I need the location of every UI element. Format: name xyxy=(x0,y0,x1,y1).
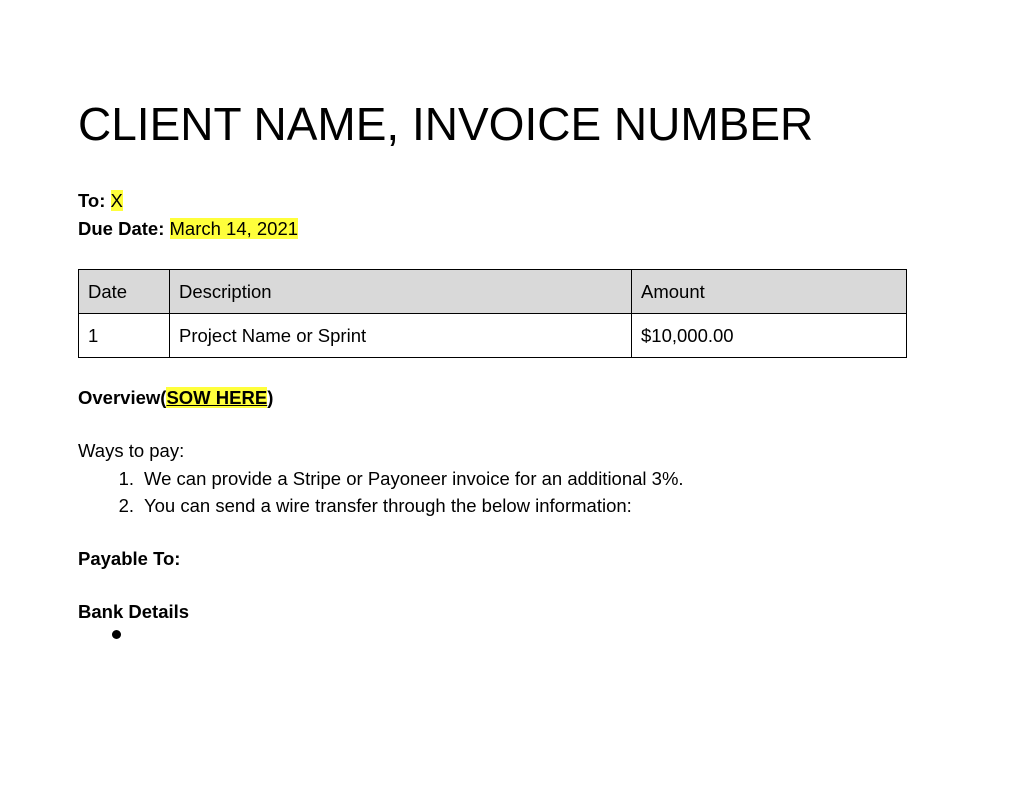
list-item-text: You can send a wire transfer through the below information: xyxy=(144,495,632,516)
overview-label: Overview xyxy=(78,387,161,408)
sow-link[interactable]: SOW HERE xyxy=(166,387,268,408)
header-description: Description xyxy=(170,270,632,314)
cell-description: Project Name or Sprint xyxy=(170,314,632,358)
list-item-number: 1. xyxy=(118,468,134,489)
list-item xyxy=(78,465,684,492)
list-item-number: 2. xyxy=(118,495,134,516)
due-date-label: Due Date: xyxy=(78,218,165,239)
overview-open-paren: ( xyxy=(160,387,167,408)
to-line xyxy=(78,189,123,213)
bank-details-label: Bank Details xyxy=(78,601,190,622)
cell-date: 1 xyxy=(79,314,170,358)
invoice-title: CLIENT NAME, INVOICE NUMBER xyxy=(78,98,814,150)
list-item-text: We can provide a Stripe or Payoneer invoice for an additional 3%. xyxy=(144,468,684,489)
ways-to-pay-list xyxy=(78,465,684,519)
to-label: To: xyxy=(78,190,106,211)
header-amount: Amount xyxy=(632,270,907,314)
table-row xyxy=(79,314,907,358)
list-item xyxy=(78,492,684,519)
to-value: X xyxy=(110,190,123,211)
due-date-line xyxy=(78,217,298,241)
overview-close-paren: ) xyxy=(267,387,274,408)
cell-amount: $10,000.00 xyxy=(632,314,907,358)
invoice-table xyxy=(78,269,907,358)
bank-details-bullet-icon xyxy=(112,630,121,639)
overview-line xyxy=(78,386,273,410)
due-date-value: March 14, 2021 xyxy=(169,218,299,239)
header-date: Date xyxy=(79,270,170,314)
ways-to-pay-heading: Ways to pay: xyxy=(78,440,185,461)
table-header-row xyxy=(79,270,907,314)
payable-to-label: Payable To: xyxy=(78,548,181,569)
